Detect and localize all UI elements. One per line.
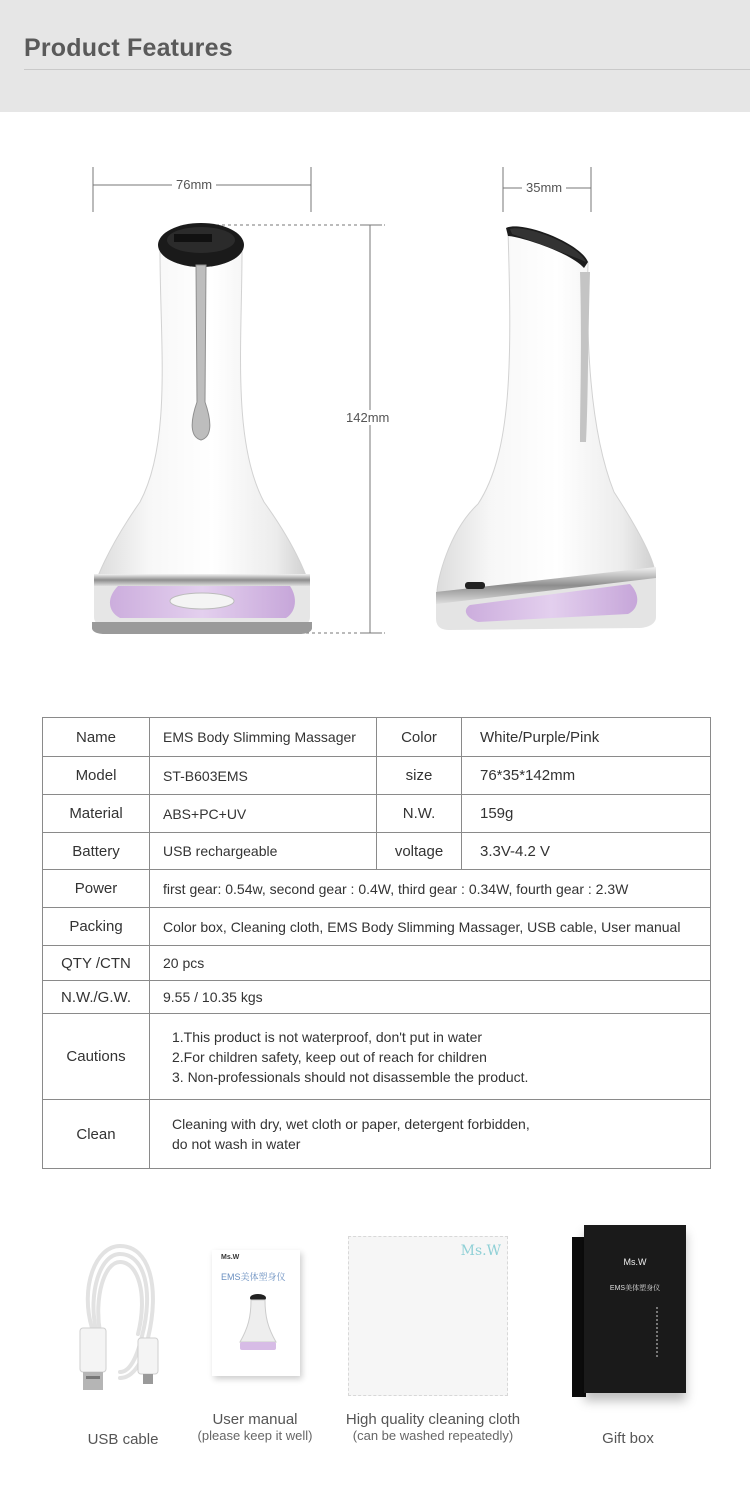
caution-line: 3. Non-professionals should not disassemble the product.	[172, 1068, 529, 1085]
manual-device-image	[238, 1292, 278, 1354]
gift-box-title: EMS美体塑身仪	[609, 1285, 661, 1292]
cleaning-cloth-image	[348, 1236, 508, 1396]
spec-label: N.W./G.W.	[43, 981, 150, 1014]
spec-label: Material	[43, 795, 150, 833]
spec-value: White/Purple/Pink	[462, 718, 711, 757]
table-row	[43, 795, 711, 833]
caution-line: 2.For children safety, keep out of reach for children	[172, 1048, 487, 1065]
cleaning-cloth-caption	[333, 1411, 533, 1443]
table-row	[43, 908, 711, 946]
manual-title: EMS美体塑身仪	[221, 1272, 286, 1282]
gift-box-icons	[656, 1307, 662, 1357]
table-row	[43, 981, 711, 1014]
product-dimension-illustration	[0, 112, 750, 692]
table-row	[43, 757, 711, 795]
gift-box-image	[572, 1225, 688, 1403]
header-banner	[0, 0, 750, 112]
clean-line: Cleaning with dry, wet cloth or paper, detergent forbidden,	[172, 1116, 530, 1132]
spec-label: voltage	[377, 833, 462, 870]
clean-line: do not wash in water	[172, 1136, 301, 1152]
spec-label: Name	[43, 718, 150, 757]
gift-box-front	[584, 1225, 686, 1393]
clean-text	[150, 1100, 711, 1169]
table-row	[43, 870, 711, 908]
table-row	[43, 718, 711, 757]
caution-line: 1.This product is not waterproof, don't put in water	[172, 1028, 483, 1045]
spec-label: Power	[43, 870, 150, 908]
cloth-brand: Ms.W	[460, 1243, 501, 1259]
spec-label: Color	[377, 718, 462, 757]
cleaning-cloth-label: High quality cleaning cloth	[345, 1411, 521, 1428]
spec-value: ST-B603EMS	[150, 757, 377, 795]
user-manual-note: (please keep it well)	[197, 1428, 313, 1443]
user-manual-image	[212, 1250, 300, 1376]
spec-value: EMS Body Slimming Massager	[150, 718, 377, 757]
spec-label: Model	[43, 757, 150, 795]
cleaning-cloth-note: (can be washed repeatedly)	[352, 1428, 514, 1443]
spec-label: N.W.	[377, 795, 462, 833]
table-row	[43, 946, 711, 981]
spec-label: QTY /CTN	[43, 946, 150, 981]
front-view-device	[92, 223, 312, 634]
spec-label: Cautions	[43, 1014, 150, 1100]
usb-cable-caption: USB cable	[87, 1431, 159, 1448]
front-height-label: 142mm	[342, 410, 393, 425]
spec-value: 76*35*142mm	[462, 757, 711, 795]
usb-cable-image	[70, 1238, 170, 1398]
spec-label: Packing	[43, 908, 150, 946]
spec-table	[42, 717, 711, 1169]
spec-value: 20 pcs	[150, 946, 711, 981]
page-title: Product Features	[24, 34, 233, 62]
side-depth-label: 35mm	[522, 180, 566, 195]
spec-value: USB rechargeable	[150, 833, 377, 870]
table-row	[43, 1014, 711, 1100]
user-manual-caption	[180, 1411, 330, 1443]
cautions-text	[150, 1014, 711, 1100]
spec-label: Battery	[43, 833, 150, 870]
header-divider	[24, 69, 750, 70]
side-view-device	[436, 226, 656, 630]
spec-label: Clean	[43, 1100, 150, 1169]
user-manual-label: User manual	[212, 1411, 298, 1428]
spec-value: 3.3V-4.2 V	[462, 833, 711, 870]
spec-value: 159g	[462, 795, 711, 833]
gift-box-caption: Gift box	[602, 1430, 654, 1447]
table-row	[43, 833, 711, 870]
table-row	[43, 1100, 711, 1169]
spec-value: Color box, Cleaning cloth, EMS Body Slimming Massager, USB cable, User manual	[150, 908, 711, 946]
spec-value: 9.55 / 10.35 kgs	[150, 981, 711, 1014]
gift-box-brand: Ms.W	[623, 1257, 647, 1267]
spec-value: ABS+PC+UV	[150, 795, 377, 833]
front-width-label: 76mm	[172, 177, 216, 192]
spec-label: size	[377, 757, 462, 795]
spec-value: first gear: 0.54w, second gear : 0.4W, third gear : 0.34W, fourth gear : 2.3W	[150, 870, 711, 908]
manual-brand: Ms.W	[221, 1254, 240, 1261]
